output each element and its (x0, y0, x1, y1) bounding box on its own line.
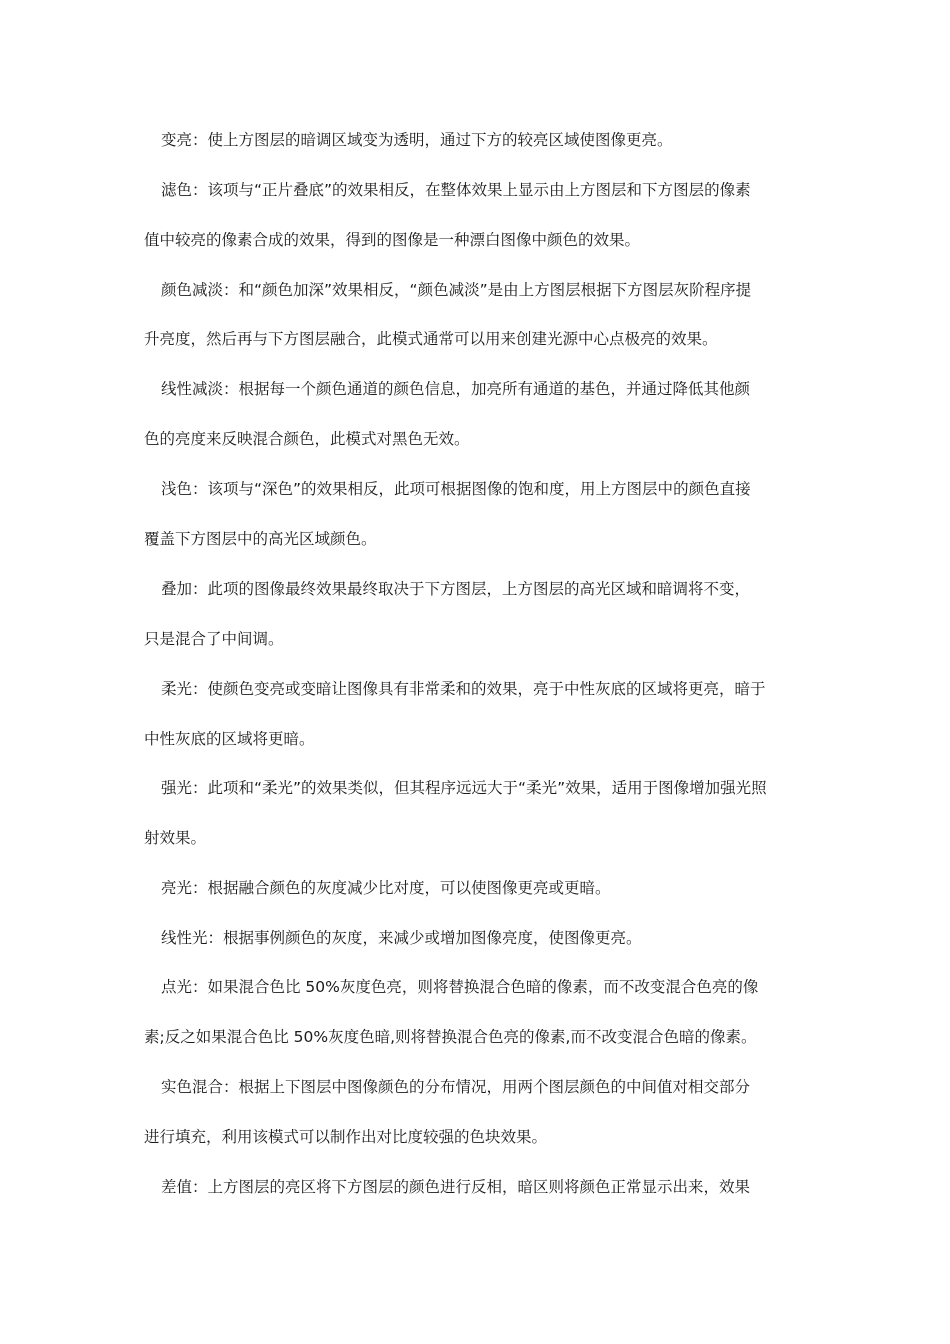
paragraph-color-dodge: 颜色减淡：和“颜色加深”效果相反，“颜色减淡”是由上方图层根据下方图层灰阶程序提 (161, 281, 752, 299)
paragraph-screen-cont: 值中较亮的像素合成的效果，得到的图像是一种漂白图像中颜色的效果。 (144, 231, 641, 249)
paragraph-difference: 差值：上方图层的亮区将下方图层的颜色进行反相，暗区则将颜色正常显示出来，效果 (161, 1178, 751, 1196)
paragraph-screen: 滤色：该项与“正片叠底”的效果相反，在整体效果上显示由上方图层和下方图层的像素 (161, 181, 751, 199)
paragraph-pin-light: 点光：如果混合色比 50%灰度色亮，则将替换混合色暗的像素，而不改变混合色亮的像 (161, 978, 759, 996)
paragraph-hard-light-cont: 射效果。 (144, 829, 207, 847)
paragraph-linear-dodge-cont: 色的亮度来反映混合颜色，此模式对黑色无效。 (144, 430, 470, 448)
paragraph-overlay: 叠加：此项的图像最终效果最终取决于下方图层，上方图层的高光区域和暗调将不变， (161, 580, 751, 598)
paragraph-soft-light: 柔光：使颜色变亮或变暗让图像具有非常柔和的效果，亮于中性灰底的区域将更亮，暗于 (161, 680, 766, 698)
paragraph-overlay-cont: 只是混合了中间调。 (144, 630, 284, 648)
paragraph-hard-mix: 实色混合：根据上下图层中图像颜色的分布情况，用两个图层颜色的中间值对相交部分 (161, 1078, 751, 1096)
paragraph-hard-light: 强光：此项和“柔光”的效果类似，但其程序远远大于“柔光”效果，适用于图像增加强光照 (161, 779, 767, 797)
paragraph-lighter-color: 浅色：该项与“深色”的效果相反，此项可根据图像的饱和度，用上方图层中的颜色直接 (161, 480, 751, 498)
paragraph-pin-light-cont: 素;反之如果混合色比 50%灰度色暗,则将替换混合色亮的像素,而不改变混合色暗的像素。 (144, 1028, 757, 1046)
paragraph-lighten: 变亮：使上方图层的暗调区域变为透明，通过下方的较亮区域使图像更亮。 (161, 131, 673, 149)
paragraph-soft-light-cont: 中性灰底的区域将更暗。 (144, 730, 315, 748)
paragraph-hard-mix-cont: 进行填充，利用该模式可以制作出对比度较强的色块效果。 (144, 1128, 548, 1146)
paragraph-vivid-light: 亮光：根据融合颜色的灰度减少比对度，可以使图像更亮或更暗。 (161, 879, 611, 897)
paragraph-linear-dodge: 线性减淡：根据每一个颜色通道的颜色信息，加亮所有通道的基色，并通过降低其他颜 (161, 380, 751, 398)
paragraph-color-dodge-cont: 升亮度，然后再与下方图层融合，此模式通常可以用来创建光源中心点极亮的效果。 (144, 330, 718, 348)
paragraph-lighter-color-cont: 覆盖下方图层中的高光区域颜色。 (144, 530, 377, 548)
paragraph-linear-light: 线性光：根据事例颜色的灰度，来减少或增加图像亮度，使图像更亮。 (161, 929, 642, 947)
